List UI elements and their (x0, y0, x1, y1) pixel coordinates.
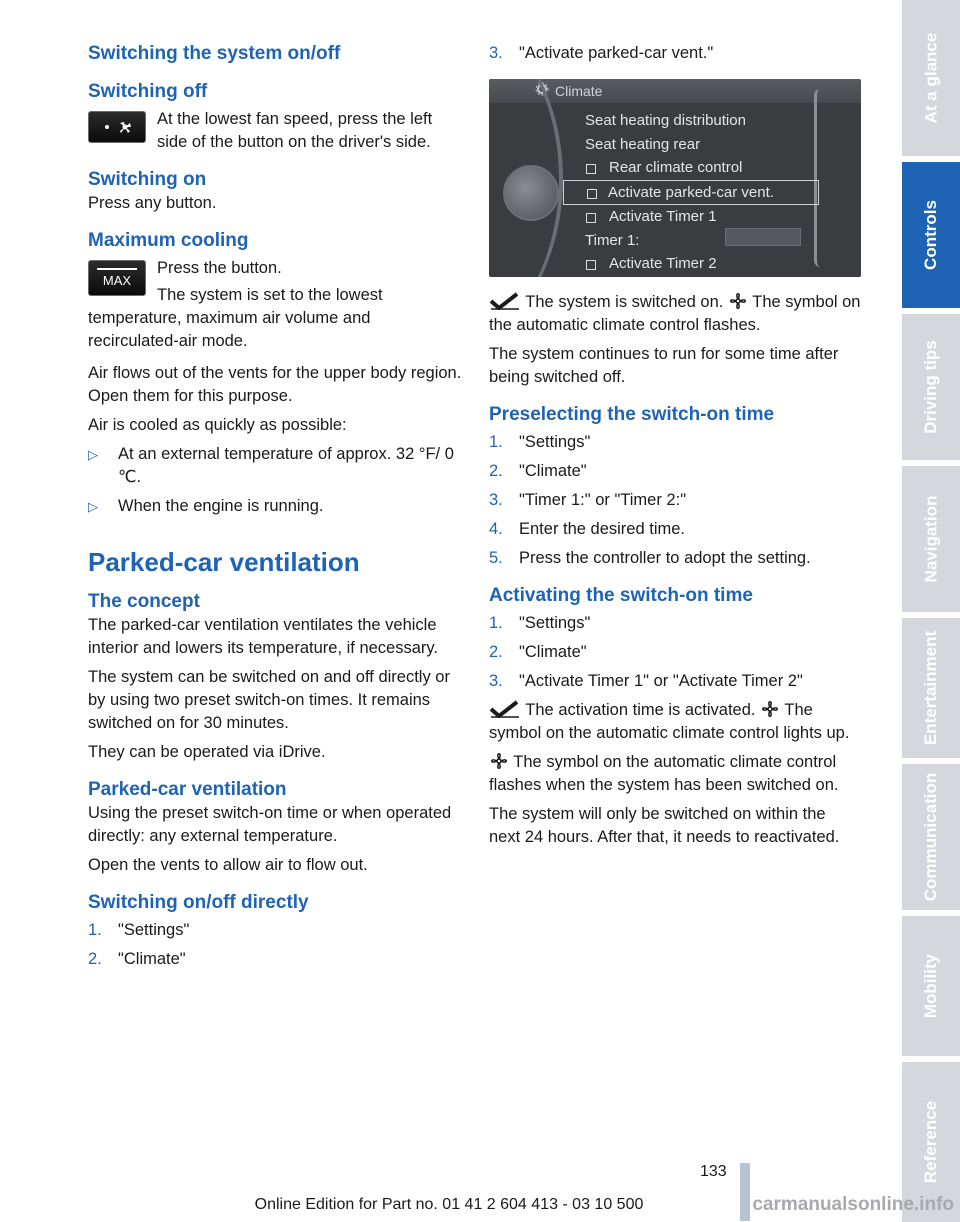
concept-text-3: They can be operated via iDrive. (88, 743, 326, 761)
concept-text-1: The parked-car ventilation ventilates the vehicle interior and lowers its temperature, if necessary. (88, 616, 439, 657)
pcv-text-2: Open the vents to allow air to flow out. (88, 856, 368, 874)
list-item: ▷ When the engine is running. (88, 495, 464, 518)
max-button-image (88, 260, 146, 296)
menu-item-checkbox[interactable]: Activate Timer 2 (585, 252, 819, 276)
switching-on-text: Press any button. (88, 194, 217, 212)
fan-icon (728, 292, 748, 310)
list-item: 4. Enter the desired time. (489, 520, 685, 538)
fan-button-image (88, 111, 146, 143)
list-item: 1. "Settings" (88, 921, 190, 939)
menu-item-selected[interactable]: Activate parked-car vent. (563, 180, 819, 206)
direct-steps (88, 919, 464, 971)
online-edition-footer: Online Edition for Part no. 01 41 2 604 413 - 03 10 500 (254, 1196, 644, 1213)
max-button-label: MAX (102, 273, 132, 288)
activated-paragraph: The activation time is activated. The symbol on the automatic climate control lights up. (489, 701, 850, 742)
max-text-4: Air is cooled as quickly as possible: (88, 416, 347, 434)
pcv-text-1: Using the preset switch-on time or when operated directly: any external temperature. (88, 804, 452, 845)
watermark: carmanualsonline.info (752, 1194, 954, 1215)
switching-off-text: At the lowest fan speed, press the left side of the button on the driver's side. (157, 110, 433, 151)
controller-dial-icon (503, 165, 559, 221)
left-column (88, 42, 464, 977)
page-number: 133 (700, 1163, 727, 1180)
section-heading-switching: Switching the system on/off (88, 43, 341, 64)
list-item: 2. "Climate" (88, 950, 186, 968)
list-item: 1. "Settings" (489, 614, 591, 632)
heading-concept: The concept (88, 591, 200, 612)
max-bullet-list (88, 443, 464, 518)
tab-driving-tips[interactable]: Driving tips (902, 314, 960, 460)
list-item: 3. "Activate Timer 1" or "Activate Timer 2" (489, 672, 803, 690)
bullet-marker: ▷ (88, 499, 98, 514)
list-item: 3. "Timer 1:" or "Timer 2:" (489, 491, 687, 509)
idrive-screen (489, 79, 861, 277)
tab-reference[interactable]: Reference (902, 1062, 960, 1222)
list-item: 5. Press the controller to adopt the setting. (489, 549, 811, 567)
only-within-text: The system will only be switched on within the next 24 hours. After that, it needs to reactivated. (489, 805, 840, 846)
heading-direct: Switching on/off directly (88, 892, 309, 913)
menu-item[interactable]: Seat heating distribution (585, 112, 746, 129)
tab-entertainment[interactable]: Entertainment (902, 618, 960, 758)
fan-icon (760, 700, 780, 718)
chapter-sidebar (898, 0, 960, 1222)
menu-item-checkbox[interactable]: Activate Timer 1 (585, 205, 819, 229)
switched-on-paragraph: The system is switched on. The symbol on the automatic climate control flashes. (489, 293, 861, 334)
max-text-3: Air flows out of the vents for the upper body region. Open them for this purpose. (88, 364, 462, 405)
tab-communication[interactable]: Communication (902, 764, 960, 910)
list-item: 1. "Settings" (489, 433, 591, 451)
checkmark-icon (489, 700, 521, 718)
screen-title: Climate (555, 83, 603, 99)
list-item: 2. "Climate" (489, 643, 587, 661)
max-text-1: Press the button. (157, 259, 282, 277)
heading-preselect: Preselecting the switch-on time (489, 404, 775, 425)
tab-navigation[interactable]: Navigation (902, 466, 960, 612)
activating-steps (489, 612, 861, 693)
right-column (489, 42, 861, 849)
bullet-marker: ▷ (88, 447, 98, 462)
tab-controls[interactable]: Controls (902, 162, 960, 308)
fan-low-icon (97, 119, 137, 135)
heading-switching-off: Switching off (88, 81, 208, 102)
preselect-steps (489, 431, 861, 570)
list-item: 3. "Activate parked-car vent." (489, 44, 714, 62)
menu-item-checkbox[interactable]: Rear climate control (585, 156, 819, 180)
list-item: 2. "Climate" (489, 462, 587, 480)
list-item: ▷ At an external temperature of approx. 32 °F/ 0 ℃. (88, 445, 454, 486)
menu-item[interactable]: Seat heating rear (585, 135, 701, 153)
max-text-2: The system is set to the lowest temperature, maximum air volume and recirculated-air mode. (88, 286, 383, 350)
heading-activating: Activating the switch-on time (489, 585, 753, 606)
fan-icon (489, 752, 509, 770)
heading-switching-on: Switching on (88, 169, 207, 190)
concept-text-2: The system can be switched on and off directly or by using two preset switch-on times. It remains switched on for 30 minutes. (88, 668, 450, 732)
tab-mobility[interactable]: Mobility (902, 916, 960, 1056)
heading-max-cooling: Maximum cooling (88, 230, 249, 251)
step-3 (489, 42, 861, 65)
screen-menu (585, 109, 819, 276)
continues-text: The system continues to run for some time after being switched off. (489, 345, 839, 386)
heading-pcv: Parked-car ventilation (88, 779, 287, 800)
chapter-title: Parked-car ventilation (88, 547, 360, 577)
flashes-paragraph: The symbol on the automatic climate control flashes when the system has been switched on. (489, 753, 839, 794)
checkmark-icon (489, 292, 521, 310)
tab-at-a-glance[interactable]: At a glance (902, 0, 960, 156)
timer-value-box (725, 228, 801, 246)
menu-item[interactable]: Timer 1: (585, 231, 640, 249)
